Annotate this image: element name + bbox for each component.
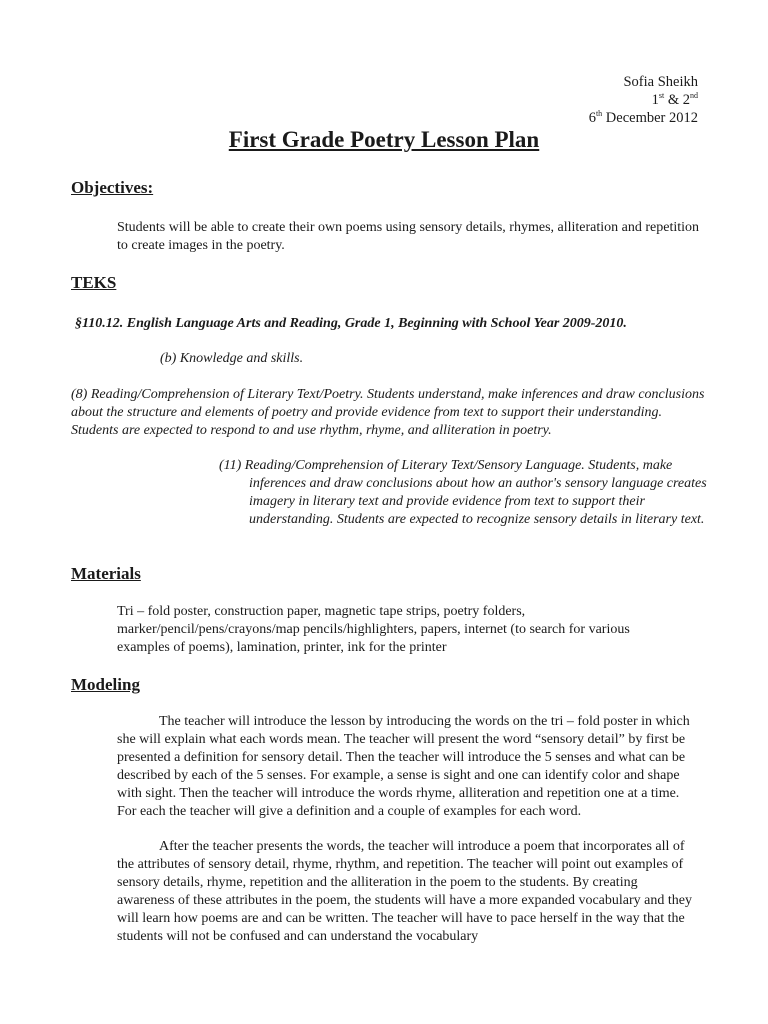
modeling-heading: Modeling — [71, 675, 140, 694]
teks-item-8: (8) Reading/Comprehension of Literary Text/Poetry. Students understand, make inferences and draw conclusions about the structure and elements of poetry and provide evidence from text to support their understanding. Students are expected to respond to and use rhythm, rhyme, and alliteration in poetry. — [71, 387, 705, 438]
date-day: 6 — [588, 110, 596, 126]
grade-2-suffix: nd — [690, 91, 698, 100]
grade-amp: & 2 — [664, 92, 690, 108]
grade-1-suffix: st — [658, 91, 665, 100]
teks-subsection: (b) Knowledge and skills. — [160, 351, 304, 366]
teks-standard: §110.12. English Language Arts and Reading, Grade 1, Beginning with School Year 2009-2010. — [75, 316, 627, 331]
modeling-paragraph-2: After the teacher presents the words, the teacher will introduce a poem that incorporates all of the attributes of sensory detail, rhyme, rhythm, and repetition. The teacher will point out examples of sensory details, rhyme, repetition and the alliteration in the poem to the students. By creating awareness of these attributes in the poem, the students will have a more expanded vocabulary and they will learn how poems are and can be written. The teacher will have to pace herself in the way that the students will not be confused and can understand the vocabulary — [117, 839, 692, 944]
date-rest: December 2012 — [602, 110, 698, 126]
grade-levels — [589, 91, 698, 109]
objectives-heading: Objectives: — [71, 178, 154, 197]
date — [589, 109, 698, 127]
modeling-paragraph-1: The teacher will introduce the lesson by introducing the words on the tri – fold poster in which she will explain what each words mean. The teacher will present the word “sensory detail” by first be presented a definition for sensory detail. Then the teacher will introduce the 5 senses and what can be described by each of the 5 senses. For example, a sense is sight and one can identify color and shape with sight. Then the teacher will introduce the words rhyme, alliteration and repetition one at a time. For each the teacher will give a definition and a couple of examples for each word. — [117, 714, 690, 819]
document-title: First Grade Poetry Lesson Plan — [228, 127, 540, 152]
author-name: Sofia Sheikh — [623, 74, 698, 90]
teks-heading: TEKS — [71, 273, 117, 292]
grade-1: 1 — [651, 92, 659, 108]
materials-heading: Materials — [71, 564, 141, 583]
objectives-text: Students will be able to create their own poems using sensory details, rhymes, alliteration and repetition to create images in the poetry. — [117, 220, 700, 253]
date-suffix: th — [595, 109, 603, 118]
materials-text: Tri – fold poster, construction paper, magnetic tape strips, poetry folders, marker/pencil/pens/crayons/map pencils/highlighters, papers, internet (to search for various examples of poems), lamination, printer, ink for the printer — [117, 604, 630, 655]
teks-item-11: (11) Reading/Comprehension of Literary Text/Sensory Language. Students, make inferences and draw conclusions about how an author's sensory language creates imagery in literary text and provide evidence from text to support their understanding. Students are expected to recognize sensory details in literary text. — [219, 458, 707, 527]
author-info — [589, 73, 698, 127]
